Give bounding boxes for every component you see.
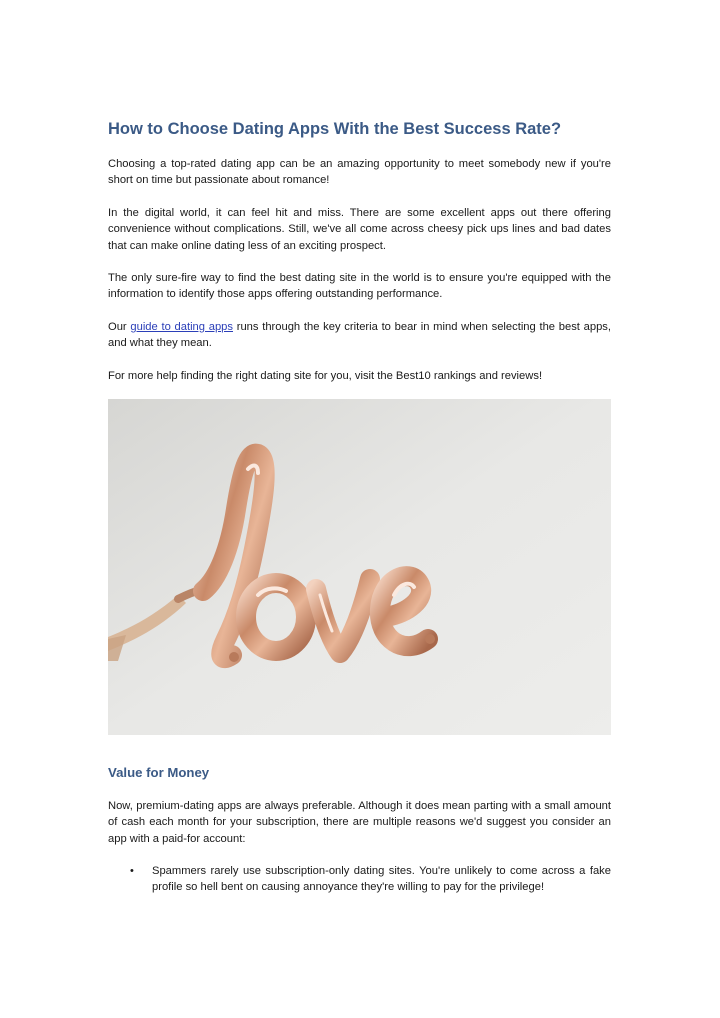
surefire-paragraph: The only sure-fire way to find the best dating site in the world is to ensure you're equipped with the information to identify those apps offering outstanding performance.	[108, 272, 611, 301]
bullet-list	[108, 863, 611, 896]
article-title: How to Choose Dating Apps With the Best Success Rate?	[108, 120, 562, 138]
love-balloon-illustration	[108, 399, 611, 735]
digital-world-paragraph: In the digital world, it can feel hit and miss. There are some excellent apps out there offering convenience without complications. Still, we've all come across cheesy pick ups lines and bad dates that can make online dating less of an exciting prospect.	[108, 207, 611, 252]
guide-paragraph-after: runs through the key criteria to bear in mind when selecting the best apps, and what they mean.	[108, 321, 611, 350]
guide-to-dating-apps-link[interactable]: guide to dating apps	[130, 321, 233, 333]
list-item	[108, 863, 611, 896]
guide-paragraph-before: Our	[108, 321, 131, 333]
love-balloon-photo	[108, 399, 611, 735]
value-paragraph: Now, premium-dating apps are always preferable. Although it does mean parting with a small amount of cash each month for your subscription, there are multiple reasons we'd suggest you consider an app with a paid-for account:	[108, 800, 611, 845]
section-heading-value-for-money: Value for Money	[108, 765, 210, 780]
intro-paragraph: Choosing a top-rated dating app can be an amazing opportunity to meet somebody new if you're short on time but passionate about romance!	[108, 158, 611, 187]
bullet-text: Spammers rarely use subscription-only dating sites. You're unlikely to come across a fake profile so hell bent on causing annoyance they're willing to pay for the privilege!	[152, 865, 611, 894]
help-paragraph: For more help finding the right dating site for you, visit the Best10 rankings and reviews!	[108, 370, 543, 382]
bullet-icon: •	[130, 865, 134, 877]
guide-paragraph	[108, 319, 611, 352]
